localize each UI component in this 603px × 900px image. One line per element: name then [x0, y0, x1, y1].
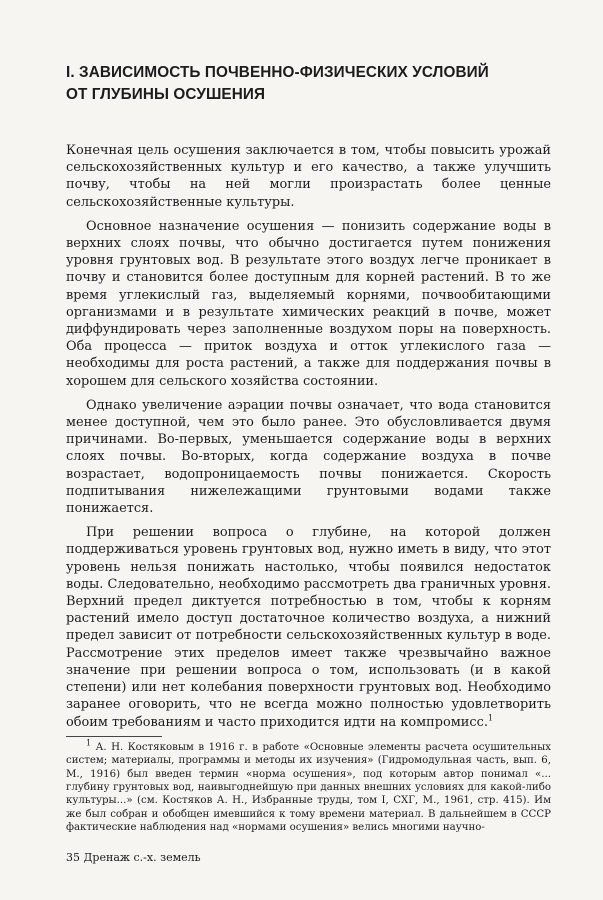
paragraph-2: Основное назначение осушения — понизить содержание воды в верхних слоях почвы, что обычно достигается путем понижения уровня грунтовых вод. В результате этого воздух легче проникает в почву и становится более доступным для корней растений. В то же время углекислый газ, выделяемый корнями, почвообитающими организмами и в результате химических реакций в почве, может диффундировать через заполненные воздухом поры на поверхность. Оба процесса — приток воздуха и отток углекислого газа — необходимы для роста растений, а также для поддержания почвы в хорошем для сельского хозяйства состоянии. — [66, 218, 551, 389]
paragraph-4-text: При решении вопроса о глубине, на которой должен поддерживаться уровень грунтовых вод, нужно иметь в виду, что этот уровень нельзя понижать настолько, чтобы появился недостаток воды. Следовательно, необходимо рассмотреть два граничных уровня. Верхний предел диктуется потребностью в том, чтобы к корням растений имело доступ достаточное количество воздуха, а нижний предел зависит от потребности сельскохозяйственных культур в воде. Рассмотрение этих пределов имеет также чрезвычайно важное значение при решении вопроса о том, использовать (и в какой степени) или нет колебания поверхности грунтовых вод. Необходимо заранее оговорить, что не всегда можно полностью удовлетворить обоим требованиям и часто приходится идти на компромисс. — [66, 525, 551, 730]
footnote-reference: 1 — [487, 713, 494, 723]
footnote — [66, 738, 551, 835]
heading-line-1: I. ЗАВИСИМОСТЬ ПОЧВЕННО-ФИЗИЧЕСКИХ УСЛОВИЙ — [66, 64, 489, 81]
paragraph-4 — [66, 524, 551, 730]
printer-signature: 35 Дренаж с.-х. земель — [66, 851, 201, 864]
footnote-divider — [66, 736, 162, 737]
chapter-heading — [66, 62, 551, 106]
footnote-marker: 1 — [86, 738, 92, 748]
paragraph-3: Однако увеличение аэрации почвы означает, что вода становится менее доступной, чем это было ранее. Это обусловливается двумя причинами. Во-первых, уменьшается содержание воды в верхних слоях почвы. Во-вторых, когда содержание воздуха в почве возрастает, водопроницаемость почвы понижается. Скорость подпитывания нижележащими грунтовыми водами также понижается. — [66, 397, 551, 517]
heading-line-2: ОТ ГЛУБИНЫ ОСУШЕНИЯ — [66, 86, 266, 103]
footnote-text: А. Н. Костяковым в 1916 г. в работе «Основные элементы расчета осушительных систем; материалы, программы и методы их изучения» (Гидромодульная часть, вып. 6, М., 1916) был введен термин «норма осушения», под которым автор понимал «... глубину грунтовых вод, наивыгоднейшую при данных внешних условиях для какой-либо культуры...» (см. Костяков А. Н., Избранные труды, том I, СХГ, М., 1961, стр. 415). Им же был собран и обобщен имевшийся к тому времени материал. В дальнейшем в СССР фактические наблюдения над «нормами осушения» велись многими научно- — [66, 741, 551, 834]
paragraph-1: Конечная цель осушения заключается в том, чтобы повысить урожай сельскохозяйственных культур и его качество, а также улучшить почву, чтобы на ней могли произрастать более ценные сельскохозяйственные культуры. — [66, 143, 551, 210]
